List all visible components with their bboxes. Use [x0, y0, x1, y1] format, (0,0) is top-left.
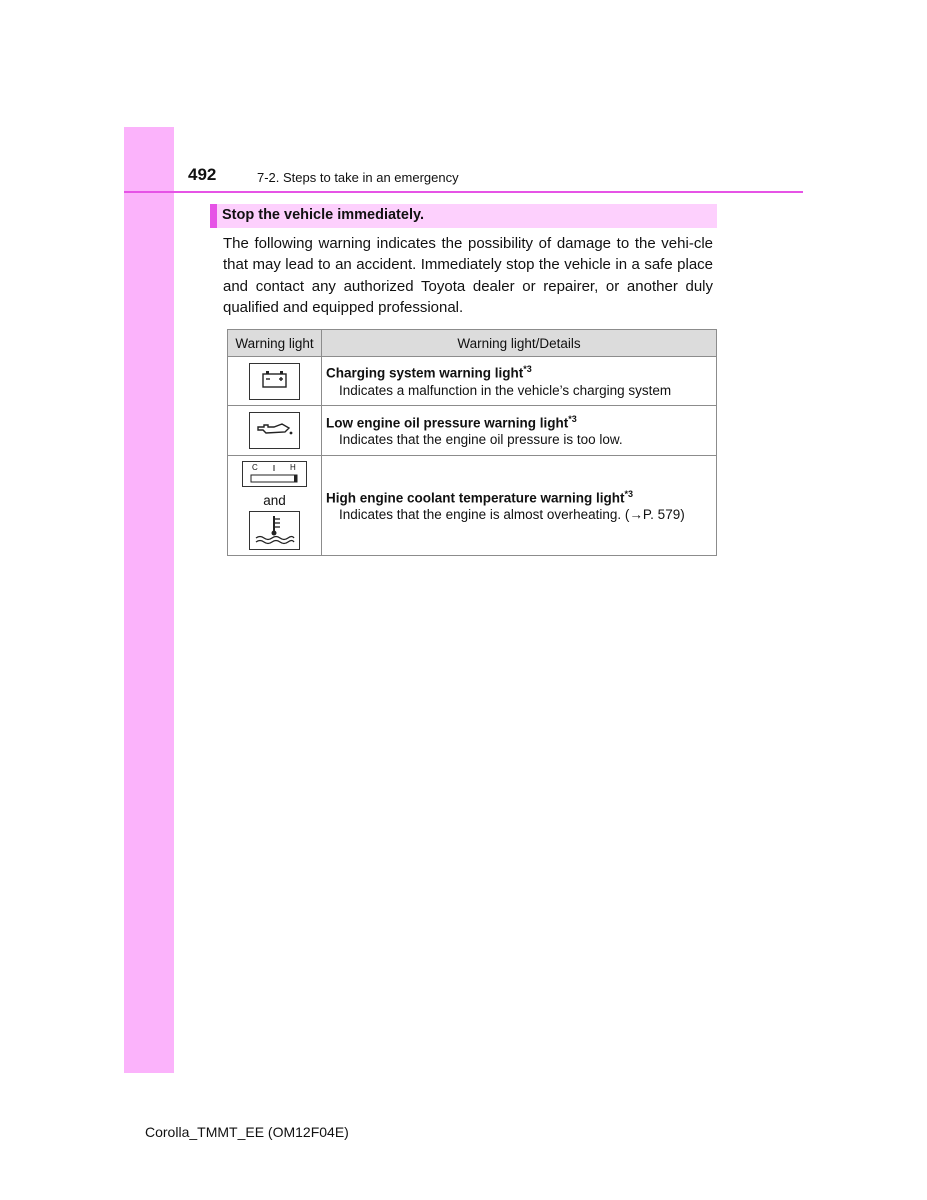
battery-icon [249, 363, 300, 400]
table-row [228, 357, 717, 406]
warning-title: High engine coolant temperature warning light [326, 490, 625, 506]
warning-title: Low engine oil pressure warning light [326, 415, 569, 431]
table-row [228, 406, 717, 456]
section-title: 7-2. Steps to take in an emergency [257, 170, 459, 185]
details-cell [322, 357, 717, 406]
oil-can-icon [249, 412, 300, 449]
warning-description: Indicates that the engine is almost overheating. (→P. 579) [339, 507, 685, 523]
col-header-warning-light: Warning light [228, 330, 322, 357]
footnote-marker: *3 [568, 413, 577, 424]
coolant-temperature-icon [249, 511, 300, 550]
icon-cell [228, 406, 322, 456]
intro-paragraph: The following warning indicates the possibility of damage to the vehi-cle that may lead to an accident. Immediately stop the vehicle in a safe place and contact any authorized Toyota dealer or repairer, or another duly qualified and equipped professional. [223, 235, 713, 316]
gauge-cold-label: C [252, 463, 258, 472]
side-band [124, 127, 174, 1073]
warning-description: Indicates that the engine oil pressure is too low. [339, 432, 623, 448]
table-header-row [228, 330, 717, 357]
and-label: and [263, 493, 286, 508]
header-rule [124, 191, 803, 193]
gauge-hot-label: H [290, 463, 296, 472]
page-number: 492 [188, 165, 217, 184]
table-row [228, 456, 717, 556]
icon-cell [228, 357, 322, 406]
details-cell [322, 456, 717, 556]
heading-marker [210, 204, 217, 228]
col-header-details: Warning light/Details [322, 330, 717, 357]
section-heading [210, 204, 717, 228]
footnote-marker: *3 [624, 488, 634, 499]
footnote-marker: *3 [523, 364, 532, 375]
icon-cell [228, 456, 322, 556]
footer-doc-id: Corolla_TMMT_EE (OM12F04E) [145, 1124, 349, 1140]
temperature-gauge-icon [242, 461, 307, 487]
warning-table [227, 329, 717, 556]
warning-description: Indicates a malfunction in the vehicle’s charging system [339, 382, 672, 398]
warning-title: Charging system warning light [326, 365, 524, 381]
details-cell [322, 406, 717, 456]
heading-text: Stop the vehicle immediately. [222, 207, 424, 223]
